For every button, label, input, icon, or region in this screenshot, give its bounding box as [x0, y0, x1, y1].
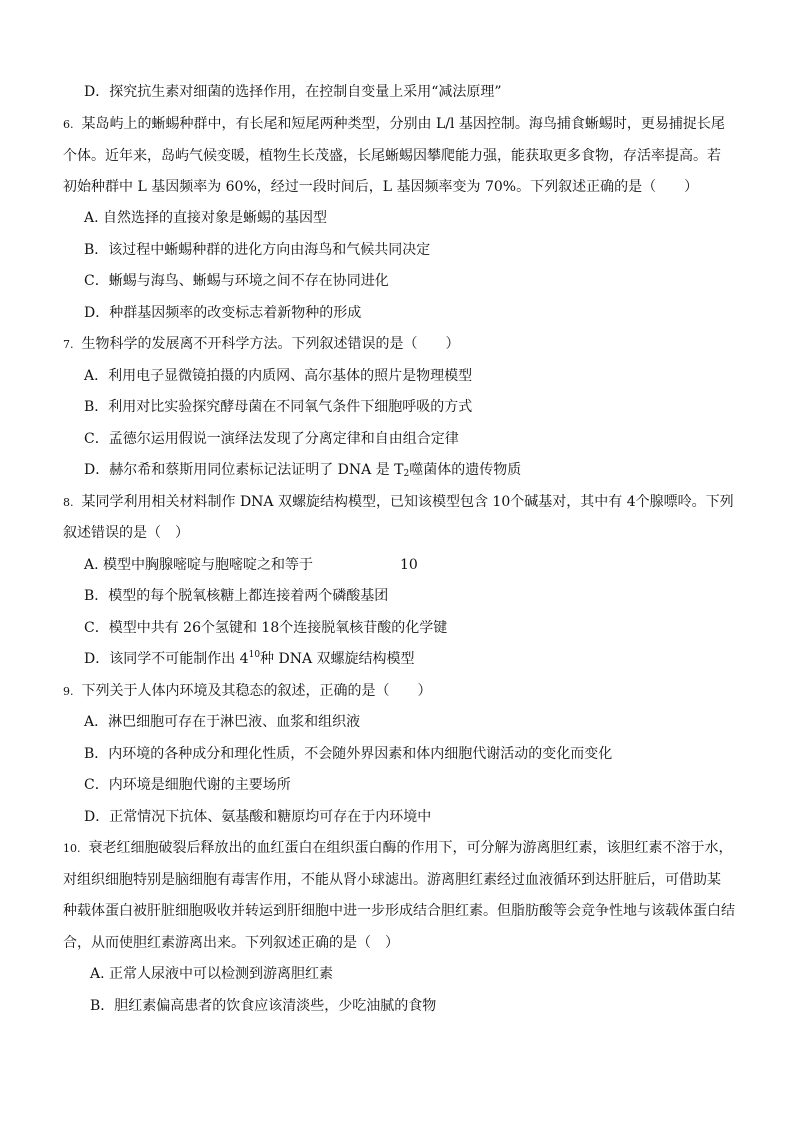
q8-option-d: [84, 649, 415, 669]
q7-option-d: [84, 460, 521, 480]
q6-number: 6.: [63, 118, 74, 131]
q5-option-d: D．探究抗生素对细菌的选择作用，在控制自变量上采用“减法原理”: [84, 84, 502, 100]
q8-stem-line2: 叙述错误的是（ ）: [63, 525, 189, 541]
q7-stem-text: 生物科学的发展离不开科学方法。下列叙述错误的是（ ）: [81, 336, 460, 352]
q7-number: 7.: [63, 338, 74, 351]
q8-option-d-pre: D．该同学不可能制作出 4: [84, 651, 249, 667]
q7-option-a: A．利用电子显微镜拍摄的内质网、高尔基体的照片是物理模型: [84, 368, 473, 384]
q9-option-b: B．内环境的各种成分和理化性质，不会随外界因素和体内细胞代谢活动的变化而变化: [84, 746, 613, 762]
q10-stem-line4: 合，从而使胆红素游离出来。下列叙述正确的是（ ）: [63, 935, 399, 951]
q8-option-d-superscript: 10: [248, 650, 261, 660]
q8-option-b: B．模型的每个脱氧核糖上都连接着两个磷酸基团: [84, 588, 389, 604]
q10-stem-line2: 对组织细胞特别是脑细胞有毒害作用，不能从肾小球滤出。游离胆红素经过血液循环到达肝脏后，可借助某: [63, 872, 721, 888]
q7-option-d-post: 噬菌体的遗传物质: [409, 462, 522, 478]
q9-option-a: A．淋巴细胞可存在于淋巴液、血浆和组织液: [84, 714, 361, 730]
q10-option-b: B．胆红素偏高患者的饮食应该清淡些，少吃油腻的食物: [90, 998, 437, 1014]
q6-option-a: A. 自然选择的直接对象是蜥蜴的基因型: [84, 210, 328, 226]
q7-option-c: C．孟德尔运用假说一演绎法发现了分离定律和自由组合定律: [84, 431, 459, 447]
q9-option-c: C．内环境是细胞代谢的主要场所: [84, 777, 291, 793]
q8-option-d-post: 种 DNA 双螺旋结构模型: [260, 651, 415, 667]
q10-number: 10.: [63, 842, 81, 855]
q6-stem-line1: [63, 114, 725, 135]
q10-option-a: A. 正常人尿液中可以检测到游离胆红素: [90, 966, 334, 982]
q10-stem-text1: 衰老红细胞破裂后释放出的血红蛋白在组织蛋白酶的作用下，可分解为游离胆红素，该胆红素不溶于水，: [88, 840, 733, 856]
q6-stem-line2: 个体。近年来，岛屿气候变暖，植物生长茂盛，长尾蜥蜴因攀爬能力强，能获取更多食物，存活率提高。若: [63, 148, 721, 164]
q10-stem-line1: [63, 838, 733, 859]
q9-option-d: D．正常情况下抗体、氨基酸和糖原均可存在于内环境中: [84, 809, 432, 825]
q8-option-a: A. 模型中胸腺嘧啶与胞嘧啶之和等于: [84, 557, 314, 573]
q6-stem-line3: 初始种群中 L 基因频率为 60%，经过一段时间后，L 基因频率变为 70%。下列叙述正确的是（ ）: [63, 179, 699, 195]
q6-option-b: B．该过程中蜥蜴种群的进化方向由海鸟和气候共同决定: [84, 242, 431, 258]
q8-option-c: C．模型中共有 26个氢键和 18个连接脱氧核苷酸的化学键: [84, 620, 448, 636]
q8-option-a-value: 10: [400, 557, 418, 573]
q8-stem-line1: [63, 492, 734, 513]
q6-option-d: D．种群基因频率的改变标志着新物种的形成: [84, 305, 362, 321]
q6-option-c: C．蜥蜴与海鸟、蜥蜴与环境之间不存在协同进化: [84, 273, 389, 289]
q8-stem-text1: 某同学利用相关材料制作 DNA 双螺旋结构模型，已知该模型包含 10个碱基对，其中有 4个腺嘌呤。下列: [81, 494, 734, 510]
q9-stem: [63, 681, 432, 702]
q7-option-b: B．利用对比实验探究酵母菌在不同氧气条件下细胞呼吸的方式: [84, 399, 473, 415]
q8-number: 8.: [63, 496, 74, 509]
q7-option-d-pre: D．赫尔希和蔡斯用同位素标记法证明了 DNA 是 T: [84, 462, 404, 478]
q9-stem-text: 下列关于人体内环境及其稳态的叙述，正确的是（ ）: [81, 683, 432, 699]
q6-stem-text1: 某岛屿上的蜥蜴种群中，有长尾和短尾两种类型，分别由 L/l 基因控制。海鸟捕食蜥蜴时，更易捕捉长尾: [81, 116, 725, 132]
q7-stem: [63, 334, 460, 355]
q7-option-d-subscript: 2: [403, 469, 410, 479]
q9-number: 9.: [63, 685, 74, 698]
q10-stem-line3: 种载体蛋白被肝脏细胞吸收并转运到肝细胞中进一步形成结合胆红素。但脂肪酸等会竞争性地与该载体蛋白结: [63, 903, 735, 919]
